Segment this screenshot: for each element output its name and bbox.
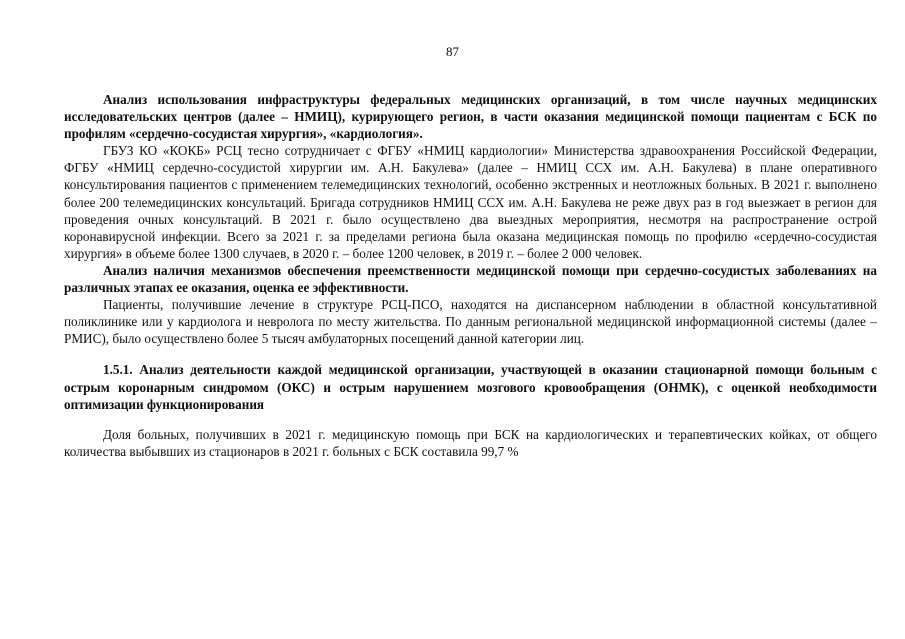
paragraph-bsk-share: Доля больных, получивших в 2021 г. медицинскую помощь при БСК на кардиологических и терапевтических койках, от общего количества выбывших из стационаров в 2021 г. больных с БСК составила 99,7 %	[64, 426, 877, 459]
document-body	[64, 91, 877, 460]
section-heading-federal-infrastructure: Анализ использования инфраструктуры федеральных медицинских организаций, в том числе научных медицинских исследовательских центров (далее – НМИЦ), курирующего регион, в части оказания медицинской помощи пациентам с БСК по профилям «сердечно-сосудистая хирургия», «кардиология».	[64, 92, 877, 142]
page-number: 87	[446, 44, 459, 59]
section-heading-care-continuity: Анализ наличия механизмов обеспечения преемственности медицинской помощи при сердечно-сосудистых заболеваниях на различных этапах ее оказания, оценка ее эффективности.	[64, 262, 877, 296]
paragraph-nmic-cooperation: ГБУЗ КО «КОКБ» РСЦ тесно сотрудничает с ФГБУ «НМИЦ кардиологии» Министерства здравоохранения Российской Федерации, ФГБУ «НМИЦ сердечно-сосудистой хирургии им. А.Н. Бакулева» (далее – НМИЦ ССХ им. А.Н. Бакулева) в плане оперативного консультирования пациентов с применением телемедицинских технологий, особенно экстренных и неотложных больных. В 2021 г. выполнено более 200 телемедицинских консультаций. Бригада сотрудников НМИЦ ССХ им. А.Н. Бакулева не реже двух раз в год выезжает в регион для проведения очных консультаций. В 2021 г. было осуществлено два выездных мероприятия, несмотря на распространение острой коронавирусной инфекции. Всего за 2021 г. за пределами региона была оказана медицинская помощь по профилю «сердечно-сосудистая хирургия» в объеме более 1300 случаев, в 2020 г. – более 1200 человек, в 2019 г. – более 2 000 человек.	[64, 143, 877, 261]
section-heading-1-5-1: 1.5.1. Анализ деятельности каждой медицинской организации, участвующей в оказании стационарной помощи больным с острым коронарным синдромом (ОКС) и острым нарушением мозгового кровообращения (ОНМК), с оценкой необходимости оптимизации функционирования	[64, 362, 877, 412]
paragraph-dispensary-observation: Пациенты, получившие лечение в структуре РСЦ-ПСО, находятся на диспансерном наблюдении в областной консультативной поликлинике или у кардиолога и невролога по месту жительства. По данным региональной медицинской информационной системы (далее – РМИС), было осуществлено более 5 тысяч амбулаторных посещений данной категории лиц.	[64, 297, 877, 347]
